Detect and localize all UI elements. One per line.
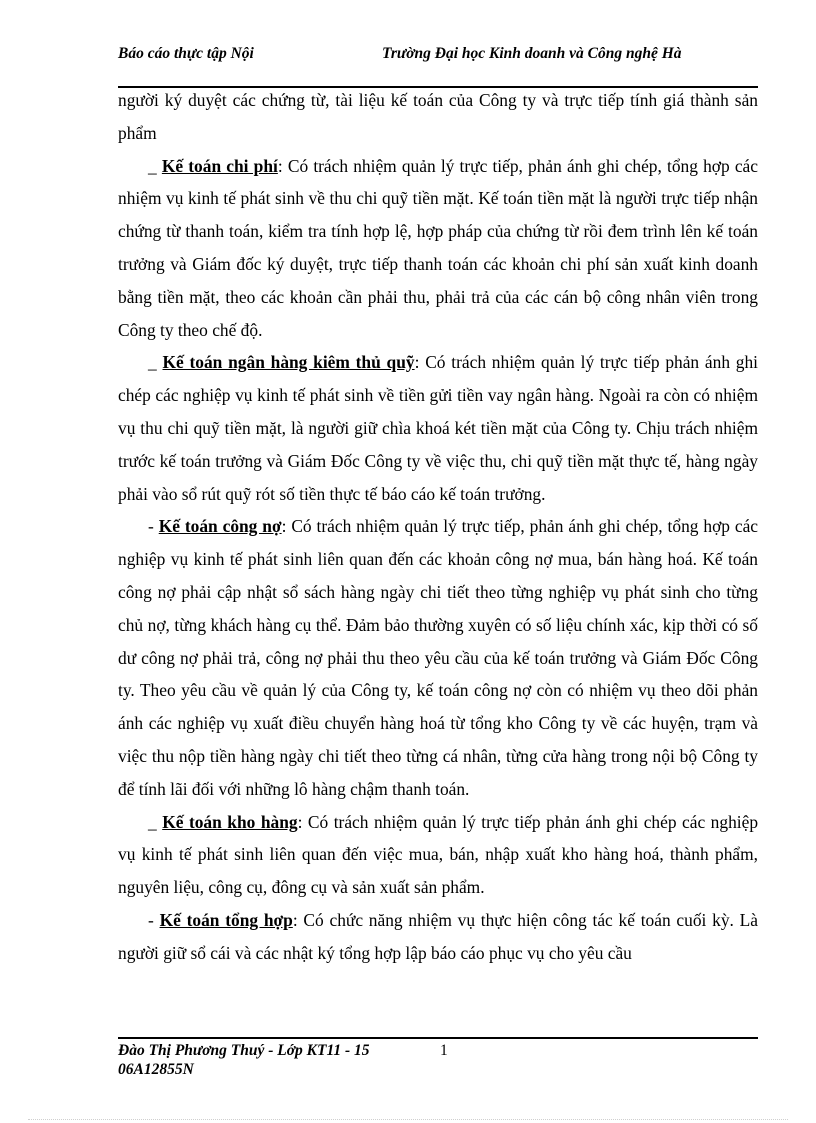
bullet-marker: _ <box>148 811 163 832</box>
bullet-marker: _ <box>148 155 162 176</box>
role-title: Kế toán chi phí <box>161 155 278 176</box>
footer-author: Đào Thị Phương Thuý - Lớp KT11 - 15 06A12855N <box>118 1042 370 1078</box>
role-title: Kế toán công nợ <box>158 516 282 537</box>
header-report-title: Báo cáo thực tập Nội <box>118 45 254 62</box>
document-body <box>118 84 758 970</box>
page-number: 1 <box>440 1042 448 1059</box>
footer-divider <box>118 1037 758 1039</box>
role-title: Kế toán ngân hàng kiêm thủ quỹ <box>162 352 415 373</box>
role-description: : Có trách nhiệm quản lý trực tiếp phản ánh ghi chép các nghiệp vụ kinh tế phát sinh liên quan đến việc mua, bán, nhập xuất kho hàng hoá, thành phẩm, nguyên liệu, công cụ, đông cụ và sản xuất sản phẩm. <box>118 811 759 898</box>
bullet-marker: - <box>148 516 159 537</box>
paragraph-chi-phi <box>118 150 758 347</box>
role-description: : Có chức năng nhiệm vụ thực hiện công tác kế toán cuối kỳ. Là người giữ sổ cái và các nhật ký tổng hợp lập báo cáo phục vụ cho yêu cầu <box>118 909 758 963</box>
paragraph-cong-no <box>118 510 758 805</box>
paragraph-tong-hop <box>118 904 758 970</box>
bullet-marker: _ <box>148 352 163 373</box>
paragraph-ngan-hang <box>118 346 758 510</box>
header-university: Trường Đại học Kinh doanh và Công nghệ Hà <box>382 45 682 62</box>
bullet-marker: - <box>148 909 160 930</box>
role-title: Kế toán tổng hợp <box>159 909 293 930</box>
role-title: Kế toán kho hàng <box>162 811 298 832</box>
paragraph-kho-hang <box>118 806 758 904</box>
paragraph-continuation: người ký duyệt các chứng từ, tài liệu kế toán của Công ty và trực tiếp tính giá thành sản phẩm <box>118 90 758 143</box>
role-description: : Có trách nhiệm quản lý trực tiếp, phản ánh ghi chép, tổng hợp các nghiệp vụ kinh tế phát sinh liên quan đến các khoản công nợ mua, bán hàng hoá. Kế toán công nợ phải cập nhật sổ sách hàng ngày chi tiết theo từng nghiệp vụ phát sinh cho từng chủ nợ, từng khách hàng cụ thể. Đảm bảo thường xuyên có số liệu chính xác, kịp thời có số dư công nợ phải trả, công nợ phải thu theo yêu cầu của kế toán trưởng và Giám Đốc Công ty. Theo yêu cầu về quản lý của Công ty, kế toán công nợ còn có nhiệm vụ theo dõi phản ánh các nghiệp vụ xuất điều chuyển hàng hoá từ tổng kho Công ty về các huyện, trạm và việc thu nộp tiền hàng ngày chi tiết theo từng cá nhân, từng cửa hàng trong nội bộ Công ty để tính lãi đối với những lô hàng chậm thanh toán. <box>118 516 759 799</box>
role-description: : Có trách nhiệm quản lý trực tiếp, phản ánh ghi chép, tổng hợp các nhiệm vụ kinh tế phát sinh về thu chi quỹ tiền mặt. Kế toán tiền mặt là người trực tiếp nhận chứng từ thanh toán, kiểm tra tính hợp lệ, hợp pháp của chứng từ rồi đem trình lên kế toán trưởng và Giám đốc ký duyệt, trực tiếp thanh toán các khoản chi phí sản xuất kinh doanh bằng tiền mặt, theo các khoản cần phải thu, phải trả của các cán bộ công nhân viên trong Công ty theo chế độ. <box>118 155 758 340</box>
page-bottom-dotted-line <box>28 1119 788 1120</box>
page-header <box>118 44 758 88</box>
role-description: : Có trách nhiệm quản lý trực tiếp phản ánh ghi chép các nghiệp vụ kinh tế phát sinh về tiền gửi tiền vay ngân hàng. Ngoài ra còn có nhiệm vụ thu chi quỹ tiền mặt, là người giữ chìa khoá két tiền mặt của Công ty. Chịu trách nhiệm trước kế toán trưởng và Giám Đốc Công ty về việc thu, chi quỹ tiền mặt thực tế, hàng ngày phải vào sổ rút quỹ rót số tiền thực tế báo cáo kế toán trưởng. <box>118 352 759 504</box>
